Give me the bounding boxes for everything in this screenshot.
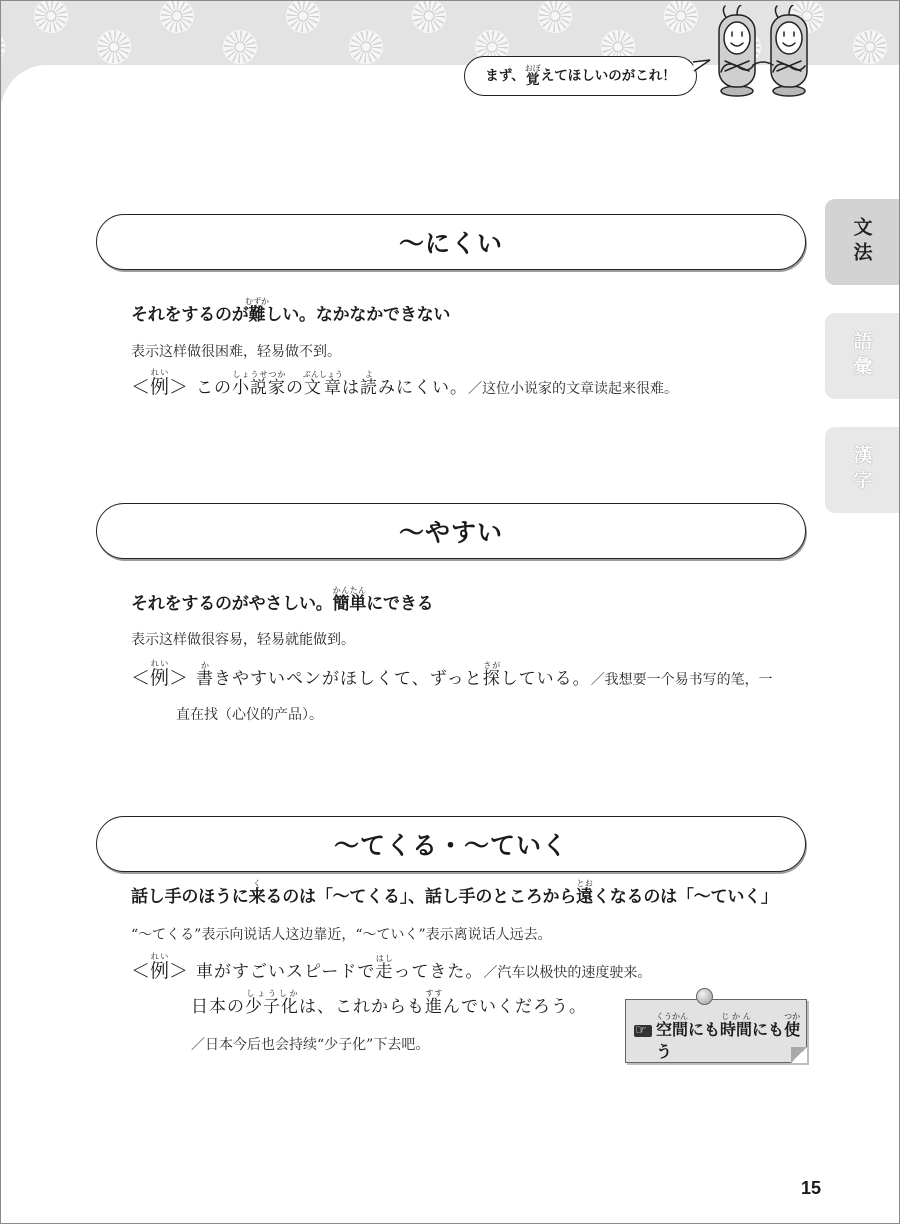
example-label-open: ＜	[131, 376, 151, 398]
furigana-reading: か	[196, 661, 215, 670]
pointing-hand-icon	[634, 1025, 652, 1037]
example-text: 車がすごいスピードで	[196, 962, 376, 982]
furigana-reading: れい	[150, 659, 170, 668]
grammar-heading-box	[96, 816, 806, 872]
furigana-word	[720, 1012, 753, 1039]
example-label	[131, 659, 188, 691]
example-text: 日本の	[191, 997, 245, 1017]
furigana-word	[576, 879, 593, 907]
kanji-base: 例	[150, 960, 170, 982]
bubble-text: まず、	[485, 67, 525, 84]
example-text: の	[286, 378, 305, 398]
grammar-pattern-title: ～にくい	[398, 229, 503, 258]
note-text: う	[656, 1041, 673, 1061]
intro-speech-bubble	[464, 56, 697, 96]
note-text: にも	[688, 1020, 721, 1039]
example-label-close: ＞	[169, 376, 189, 398]
note-text: にも	[752, 1020, 785, 1039]
furigana-word	[656, 1012, 689, 1039]
furigana-word	[196, 661, 215, 689]
furigana-word	[245, 989, 299, 1017]
kanji-base: 読	[360, 378, 379, 398]
furigana-word	[425, 989, 443, 1017]
furigana-reading: く	[248, 879, 266, 888]
example-text: ってきた。	[393, 962, 484, 982]
example-sentence	[131, 952, 651, 984]
furigana-reading: とお	[576, 879, 593, 888]
example-label-open: ＜	[131, 960, 151, 982]
furigana-word	[150, 659, 170, 689]
example-japanese	[196, 370, 469, 398]
example-sentence	[191, 989, 587, 1018]
furigana-reading: むずか	[245, 297, 270, 306]
example-text: この	[196, 378, 233, 398]
example-text: は	[342, 378, 361, 398]
example-label-close: ＞	[169, 960, 189, 982]
tab-label: 語彙	[850, 331, 873, 381]
example-label-open: ＜	[131, 667, 151, 689]
meaning-text: くなるのは「～ていく」	[592, 887, 778, 907]
meaning-line	[131, 879, 778, 908]
furigana-reading: さが	[482, 661, 501, 670]
furigana-word	[482, 661, 501, 689]
kanji-base: 例	[150, 667, 170, 689]
bubble-text: えてほしいのがこれ！	[540, 67, 676, 84]
example-translation: ／我想要一个易书写的笔，一	[590, 672, 773, 688]
example-text: は、これからも	[299, 997, 425, 1017]
furigana-reading: じかん	[720, 1012, 753, 1021]
example-label-close: ＞	[169, 667, 189, 689]
furigana-reading: れい	[150, 368, 170, 377]
example-text: している。	[500, 669, 591, 689]
example-japanese	[191, 989, 587, 1017]
furigana-reading: しょうせつか	[232, 370, 287, 379]
example-translation: ／汽车以极快的速度驶来。	[483, 965, 652, 981]
grammar-heading-box	[96, 214, 806, 270]
furigana-reading: おぼ	[524, 64, 541, 74]
meaning-line	[131, 297, 450, 326]
example-sentence	[131, 368, 678, 400]
furigana-word	[150, 368, 170, 398]
grammar-pattern-title: ～てくる・～ていく	[333, 831, 568, 860]
kanji-base: 来	[248, 887, 266, 907]
furigana-word	[248, 879, 266, 907]
furigana-word	[150, 952, 170, 982]
meaning-text: 話し手のほうに	[131, 887, 249, 907]
furigana-word	[332, 586, 367, 614]
furigana-word	[245, 297, 270, 325]
example-japanese	[196, 661, 591, 689]
furigana-reading: しょうしか	[245, 989, 299, 998]
example-translation: ／日本今后也会持续“少子化”下去吧。	[191, 1037, 430, 1053]
tab-grammar[interactable]	[825, 199, 899, 285]
kanji-base: 少子化	[245, 997, 299, 1017]
tab-label: 文法	[850, 217, 873, 267]
furigana-reading: すす	[425, 989, 443, 998]
folded-corner	[791, 1047, 807, 1063]
example-text: んでいくだろう。	[443, 997, 587, 1017]
kanji-base: 遠	[576, 887, 593, 907]
page-number: 15	[801, 1178, 822, 1198]
example-translation-continued: 直在找（心仪的产品）。	[176, 707, 323, 723]
tab-vocabulary[interactable]	[825, 313, 899, 399]
furigana-reading: つか	[784, 1012, 801, 1021]
tab-kanji[interactable]	[825, 427, 899, 513]
chinese-explanation: 表示这样做很容易，轻易就能做到。	[131, 632, 355, 648]
note-line	[634, 1041, 806, 1063]
chinese-explanation: “～てくる”表示向说话人这边靠近，“～ていく”表示离说话人远去。	[131, 927, 552, 943]
tab-label: 漢字	[850, 445, 873, 495]
two-shoe-mascots-icon	[707, 5, 819, 99]
meaning-text: しい。なかなかできない	[265, 305, 451, 325]
note-line	[634, 1012, 806, 1041]
furigana-word	[525, 64, 541, 88]
kanji-base: 探	[482, 669, 501, 689]
kanji-base: 走	[375, 962, 394, 982]
kanji-base: 覚	[524, 72, 541, 89]
kanji-base: 難	[245, 305, 270, 325]
kanji-base: 進	[425, 997, 443, 1017]
kanji-base: 簡単	[332, 594, 367, 614]
usage-note	[625, 999, 807, 1063]
furigana-word	[360, 370, 379, 398]
pin-icon	[696, 988, 713, 1005]
furigana-word	[375, 954, 394, 982]
kanji-base: 時間	[720, 1020, 753, 1039]
meaning-text: るのは「～てくる」、話し手のところから	[265, 887, 577, 907]
kanji-base: 例	[150, 376, 170, 398]
meaning-text: それをするのが	[131, 305, 249, 325]
example-text: きやすいペンがほしくて、ずっと	[214, 669, 483, 689]
furigana-reading: よ	[360, 370, 379, 379]
furigana-reading: ぶんしょう	[303, 370, 344, 379]
kanji-base: 文章	[303, 378, 344, 398]
furigana-word	[303, 370, 344, 398]
example-translation: ／这位小说家的文章读起来很难。	[468, 381, 679, 397]
furigana-reading: れい	[150, 952, 170, 961]
grammar-heading-box	[96, 503, 806, 559]
furigana-word	[232, 370, 287, 398]
grammar-pattern-title: ～やすい	[398, 518, 503, 547]
chinese-explanation: 表示这样做很困难，轻易做不到。	[131, 344, 341, 360]
example-japanese	[196, 954, 484, 982]
furigana-reading: くうかん	[656, 1012, 689, 1021]
example-label	[131, 952, 188, 984]
example-label	[131, 368, 188, 400]
furigana-reading: かんたん	[332, 586, 367, 595]
furigana-reading: はし	[375, 954, 394, 963]
example-sentence	[131, 659, 773, 691]
kanji-base: 空間	[656, 1020, 689, 1039]
kanji-base: 書	[196, 669, 215, 689]
example-text: みにくい。	[378, 378, 469, 398]
kanji-base: 小説家	[232, 378, 287, 398]
meaning-text: それをするのがやさしい。	[131, 594, 333, 614]
meaning-line	[131, 586, 433, 615]
kanji-base: 使	[784, 1020, 801, 1039]
meaning-text: にできる	[366, 594, 434, 614]
furigana-word	[784, 1012, 801, 1039]
